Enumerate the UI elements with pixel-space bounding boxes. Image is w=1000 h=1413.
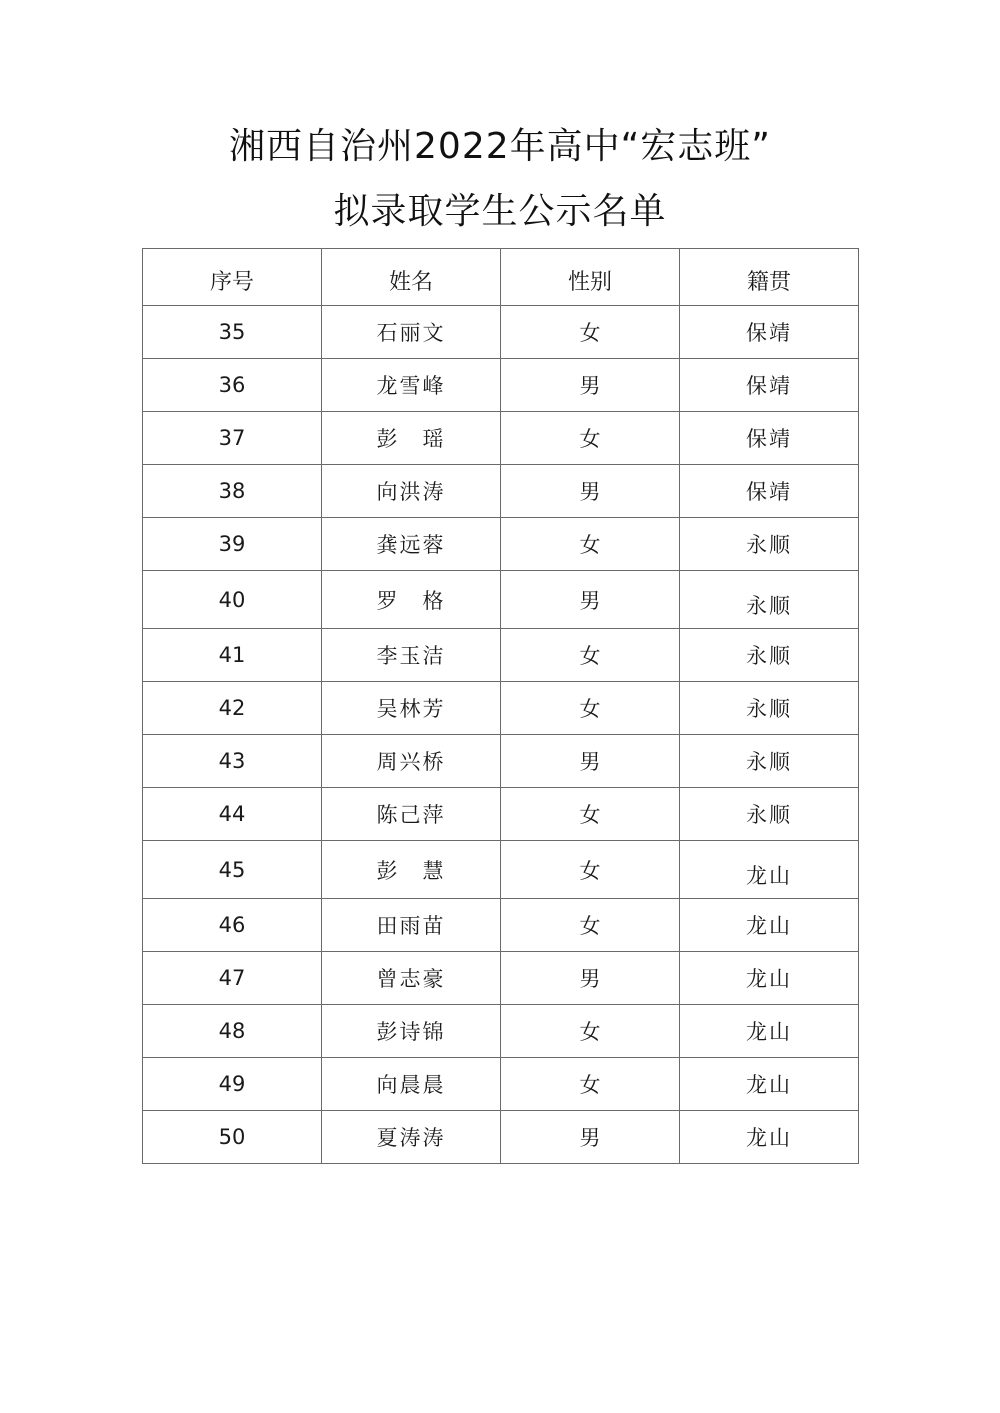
table-row (143, 735, 859, 788)
cell-gender: 女 (501, 841, 680, 899)
cell-number: 46 (143, 899, 322, 952)
table-row (143, 412, 859, 465)
cell-number: 50 (143, 1111, 322, 1164)
document-title-line-1: 湘西自治州2022年高中“宏志班” (229, 126, 771, 167)
cell-gender: 男 (501, 359, 680, 412)
cell-number: 35 (143, 306, 322, 359)
table-row (143, 465, 859, 518)
cell-name: 田雨苗 (322, 899, 501, 952)
table-row (143, 899, 859, 952)
table-row (143, 571, 859, 629)
table-row (143, 359, 859, 412)
table-row (143, 682, 859, 735)
cell-number: 45 (143, 841, 322, 899)
cell-number: 48 (143, 1005, 322, 1058)
student-roster-table (142, 248, 859, 1164)
cell-gender: 女 (501, 306, 680, 359)
cell-origin: 永顺 (680, 735, 859, 788)
table-row (143, 1005, 859, 1058)
table-row (143, 841, 859, 899)
cell-origin: 保靖 (680, 412, 859, 465)
cell-name: 向晨晨 (322, 1058, 501, 1111)
cell-gender: 女 (501, 629, 680, 682)
cell-number: 39 (143, 518, 322, 571)
cell-gender: 男 (501, 465, 680, 518)
cell-gender: 女 (501, 682, 680, 735)
cell-number: 44 (143, 788, 322, 841)
cell-name: 彭诗锦 (322, 1005, 501, 1058)
table-row (143, 306, 859, 359)
cell-name: 龙雪峰 (322, 359, 501, 412)
cell-origin: 龙山 (680, 841, 859, 899)
cell-name: 陈己萍 (322, 788, 501, 841)
table-row (143, 518, 859, 571)
cell-origin: 保靖 (680, 306, 859, 359)
cell-origin: 永顺 (680, 629, 859, 682)
header-gender: 性别 (501, 249, 680, 306)
document-title-line-2: 拟录取学生公示名单 (333, 191, 667, 232)
header-number: 序号 (143, 249, 322, 306)
cell-gender: 女 (501, 788, 680, 841)
cell-gender: 男 (501, 1111, 680, 1164)
cell-name: 李玉洁 (322, 629, 501, 682)
table-row (143, 629, 859, 682)
cell-gender: 女 (501, 1058, 680, 1111)
cell-name: 石丽文 (322, 306, 501, 359)
cell-name: 罗 格 (322, 571, 501, 629)
cell-name: 向洪涛 (322, 465, 501, 518)
cell-number: 47 (143, 952, 322, 1005)
cell-origin: 保靖 (680, 465, 859, 518)
cell-gender: 男 (501, 735, 680, 788)
cell-gender: 女 (501, 518, 680, 571)
cell-origin: 保靖 (680, 359, 859, 412)
header-origin: 籍贯 (680, 249, 859, 306)
cell-origin: 龙山 (680, 952, 859, 1005)
cell-gender: 女 (501, 899, 680, 952)
header-name: 姓名 (322, 249, 501, 306)
cell-name: 吴林芳 (322, 682, 501, 735)
cell-name: 彭 慧 (322, 841, 501, 899)
cell-gender: 女 (501, 412, 680, 465)
table-row (143, 788, 859, 841)
table-header-row (143, 249, 859, 306)
cell-name: 龚远蓉 (322, 518, 501, 571)
cell-origin: 龙山 (680, 1058, 859, 1111)
cell-number: 41 (143, 629, 322, 682)
cell-number: 38 (143, 465, 322, 518)
cell-name: 周兴桥 (322, 735, 501, 788)
cell-number: 42 (143, 682, 322, 735)
cell-origin: 永顺 (680, 788, 859, 841)
cell-origin: 永顺 (680, 518, 859, 571)
cell-origin: 永顺 (680, 571, 859, 629)
cell-gender: 男 (501, 952, 680, 1005)
table-row (143, 952, 859, 1005)
cell-name: 彭 瑶 (322, 412, 501, 465)
cell-number: 40 (143, 571, 322, 629)
cell-origin: 龙山 (680, 1005, 859, 1058)
cell-gender: 男 (501, 571, 680, 629)
cell-name: 曾志豪 (322, 952, 501, 1005)
cell-origin: 龙山 (680, 899, 859, 952)
cell-origin: 永顺 (680, 682, 859, 735)
cell-name: 夏涛涛 (322, 1111, 501, 1164)
cell-number: 37 (143, 412, 322, 465)
table-row (143, 1058, 859, 1111)
cell-number: 43 (143, 735, 322, 788)
cell-number: 49 (143, 1058, 322, 1111)
cell-number: 36 (143, 359, 322, 412)
cell-gender: 女 (501, 1005, 680, 1058)
table-row (143, 1111, 859, 1164)
cell-origin: 龙山 (680, 1111, 859, 1164)
